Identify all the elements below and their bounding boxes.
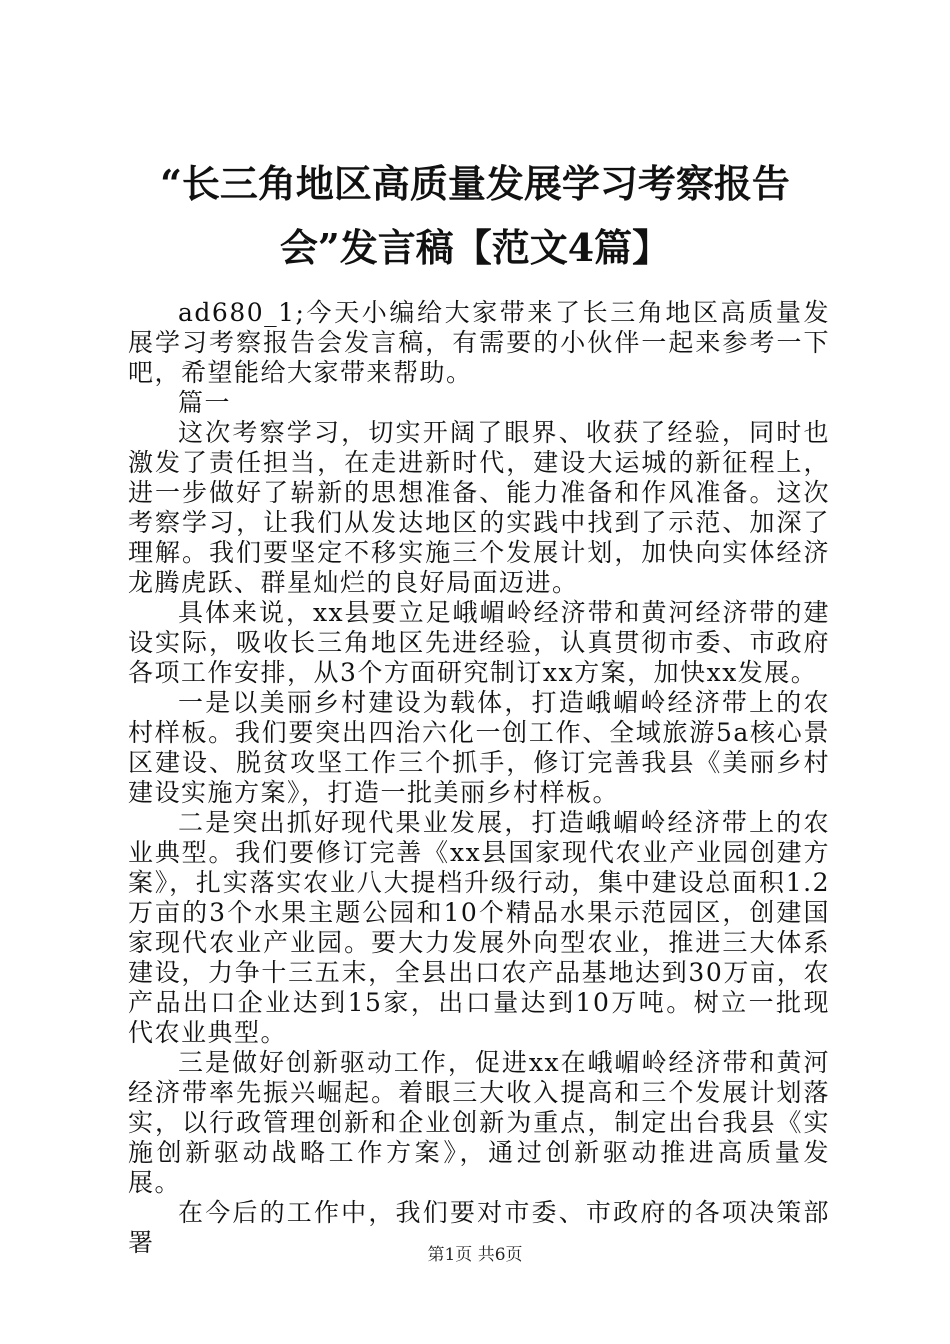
paragraph: 在今后的工作中，我们要对市委、市政府的各项决策部署 bbox=[128, 1198, 830, 1257]
paragraph: 这次考察学习，切实开阔了眼界、收获了经验，同时也激发了责任担当，在走进新时代，建设大运城的新征程上，进一步做好了崭新的思想准备、能力准备和作风准备。这次考察学习，让我们从发达地区的实践中找到了示范、加深了理解。我们要坚定不移实施三个发展计划，加快向实体经济龙腾虎跃、群星灿烂的良好局面迈进。 bbox=[128, 418, 830, 597]
paragraph: 三是做好创新驱动工作，促进xx在峨嵋岭经济带和黄河经济带率先振兴崛起。着眼三大收入提高和三个发展计划落实，以行政管理创新和企业创新为重点，制定出台我县《实施创新驱动战略工作方案》，通过创新驱动推进高质量发展。 bbox=[128, 1048, 830, 1197]
document-body bbox=[128, 298, 830, 1258]
section-heading: 篇一 bbox=[178, 388, 232, 417]
paragraph: 具体来说，xx县要立足峨嵋岭经济带和黄河经济带的建设实际，吸收长三角地区先进经验，认真贯彻市委、市政府各项工作安排，从3个方面研究制订xx方案，加快xx发展。 bbox=[128, 598, 830, 687]
paragraph: 二是突出抓好现代果业发展，打造峨嵋岭经济带上的农业典型。我们要修订完善《xx县国家现代农业产业园创建方案》，扎实落实农业八大提档升级行动，集中建设总面积1.2万亩的3个水果主题公园和10个精品水果示范园区，创建国家现代农业产业园。要大力发展外向型农业，推进三大体系建设，力争十三五末，全县出口农产品基地达到30万亩，农产品出口企业达到15家，出口量达到10万吨。树立一批现代农业典型。 bbox=[128, 808, 830, 1047]
page-footer: 第1页 共6页 bbox=[427, 1245, 523, 1265]
document-title: “长三角地区高质量发展学习考察报告会”发言稿【范文4篇】 bbox=[160, 161, 790, 270]
paragraph: 一是以美丽乡村建设为载体，打造峨嵋岭经济带上的农村样板。我们要突出四治六化一创工作、全域旅游5a核心景区建设、脱贫攻坚工作三个抓手，修订完善我县《美丽乡村建设实施方案》，打造一批美丽乡村样板。 bbox=[128, 688, 830, 807]
paragraph-intro: ad680_1;今天小编给大家带来了长三角地区高质量发展学习考察报告会发言稿，有需要的小伙伴一起来参考一下吧，希望能给大家带来帮助。 bbox=[128, 298, 830, 387]
